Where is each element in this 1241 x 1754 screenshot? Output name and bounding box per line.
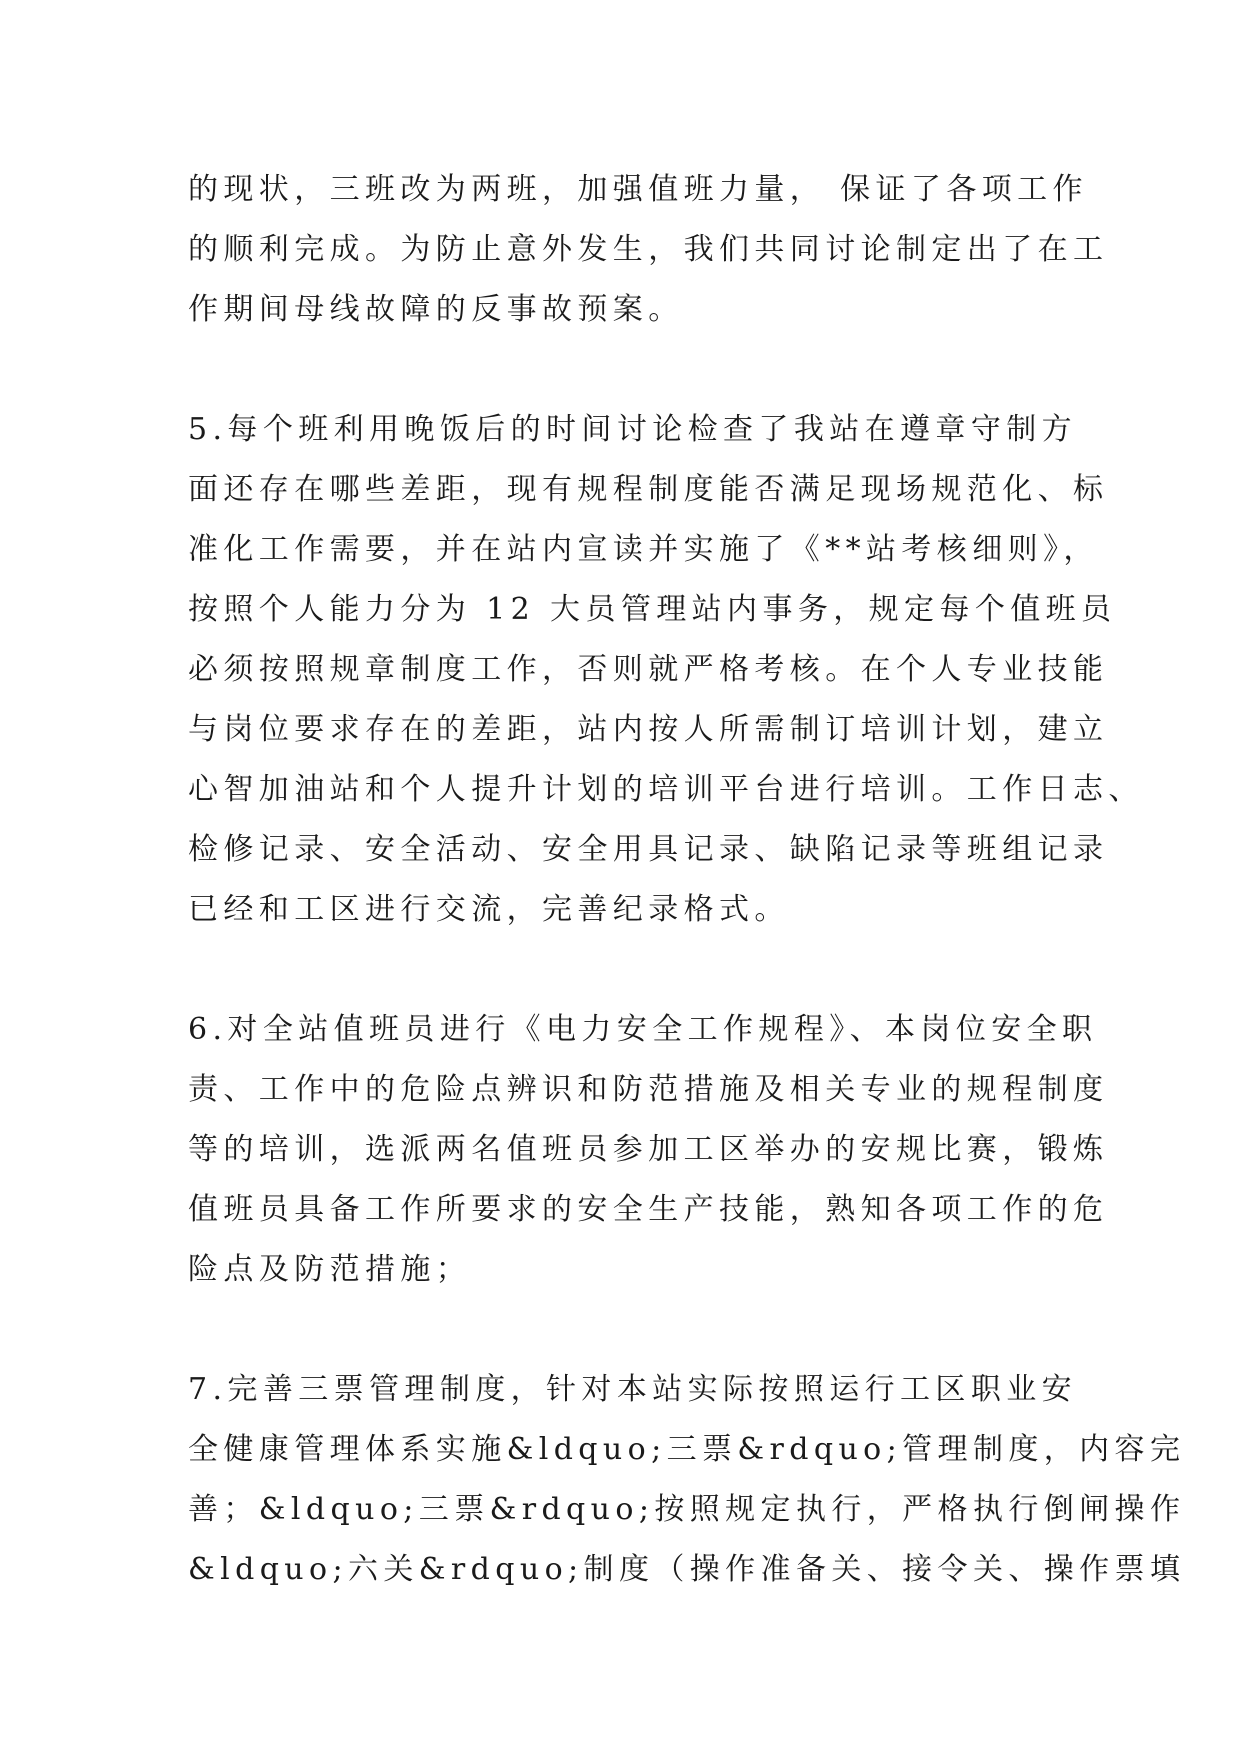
text-line: 检修记录、安全活动、安全用具记录、缺陷记录等班组记录: [188, 832, 1109, 867]
text-line: 责、工作中的危险点辨识和防范措施及相关专业的规程制度: [188, 1072, 1109, 1107]
text-line: 已经和工区进行交流，完善纪录格式。: [188, 892, 790, 927]
paragraph-shift-change: [188, 160, 1109, 340]
paragraph-item-5: [188, 400, 1144, 940]
text-line: 善；&ldquo;三票&rdquo;按照规定执行，严格执行倒闸操作: [188, 1492, 1186, 1527]
document-body: [188, 160, 1186, 1600]
text-line: 全健康管理体系实施&ldquo;三票&rdquo;管理制度，内容完: [188, 1432, 1186, 1467]
text-line: 的现状，三班改为两班，加强值班力量， 保证了各项工作: [188, 172, 1088, 207]
paragraph-item-7: [188, 1360, 1186, 1600]
text-line: 心智加油站和个人提升计划的培训平台进行培训。工作日志、: [188, 772, 1144, 807]
text-line: 的顺利完成。为防止意外发生，我们共同讨论制定出了在工: [188, 232, 1109, 267]
text-line: 值班员具备工作所要求的安全生产技能，熟知各项工作的危: [188, 1192, 1109, 1227]
text-line: &ldquo;六关&rdquo;制度（操作准备关、接令关、操作票填: [188, 1552, 1186, 1587]
text-line: 6.对全站值班员进行《电力安全工作规程》、本岗位安全职: [188, 1012, 1098, 1047]
paragraph-gap: [188, 340, 1058, 400]
text-line: 作期间母线故障的反事故预案。: [188, 292, 684, 327]
text-line: 5.每个班利用晚饭后的时间讨论检查了我站在遵章守制方: [188, 412, 1078, 447]
text-line: 险点及防范措施；: [188, 1252, 472, 1287]
paragraph-gap: [188, 940, 1058, 1000]
text-line: 准化工作需要，并在站内宣读并实施了《**站考核细则》，: [188, 532, 1099, 567]
text-line: 与岗位要求存在的差距，站内按人所需制订培训计划，建立: [188, 712, 1109, 747]
text-line: 7.完善三票管理制度，针对本站实际按照运行工区职业安: [188, 1372, 1078, 1407]
text-line: 等的培训，选派两名值班员参加工区举办的安规比赛，锻炼: [188, 1132, 1109, 1167]
text-line: 面还存在哪些差距，现有规程制度能否满足现场规范化、标: [188, 472, 1109, 507]
paragraph-gap: [188, 1300, 1058, 1360]
paragraph-item-6: [188, 1000, 1109, 1300]
text-line: 必须按照规章制度工作，否则就严格考核。在个人专业技能: [188, 652, 1109, 687]
text-line: 按照个人能力分为 12 大员管理站内事务，规定每个值班员: [188, 592, 1117, 627]
